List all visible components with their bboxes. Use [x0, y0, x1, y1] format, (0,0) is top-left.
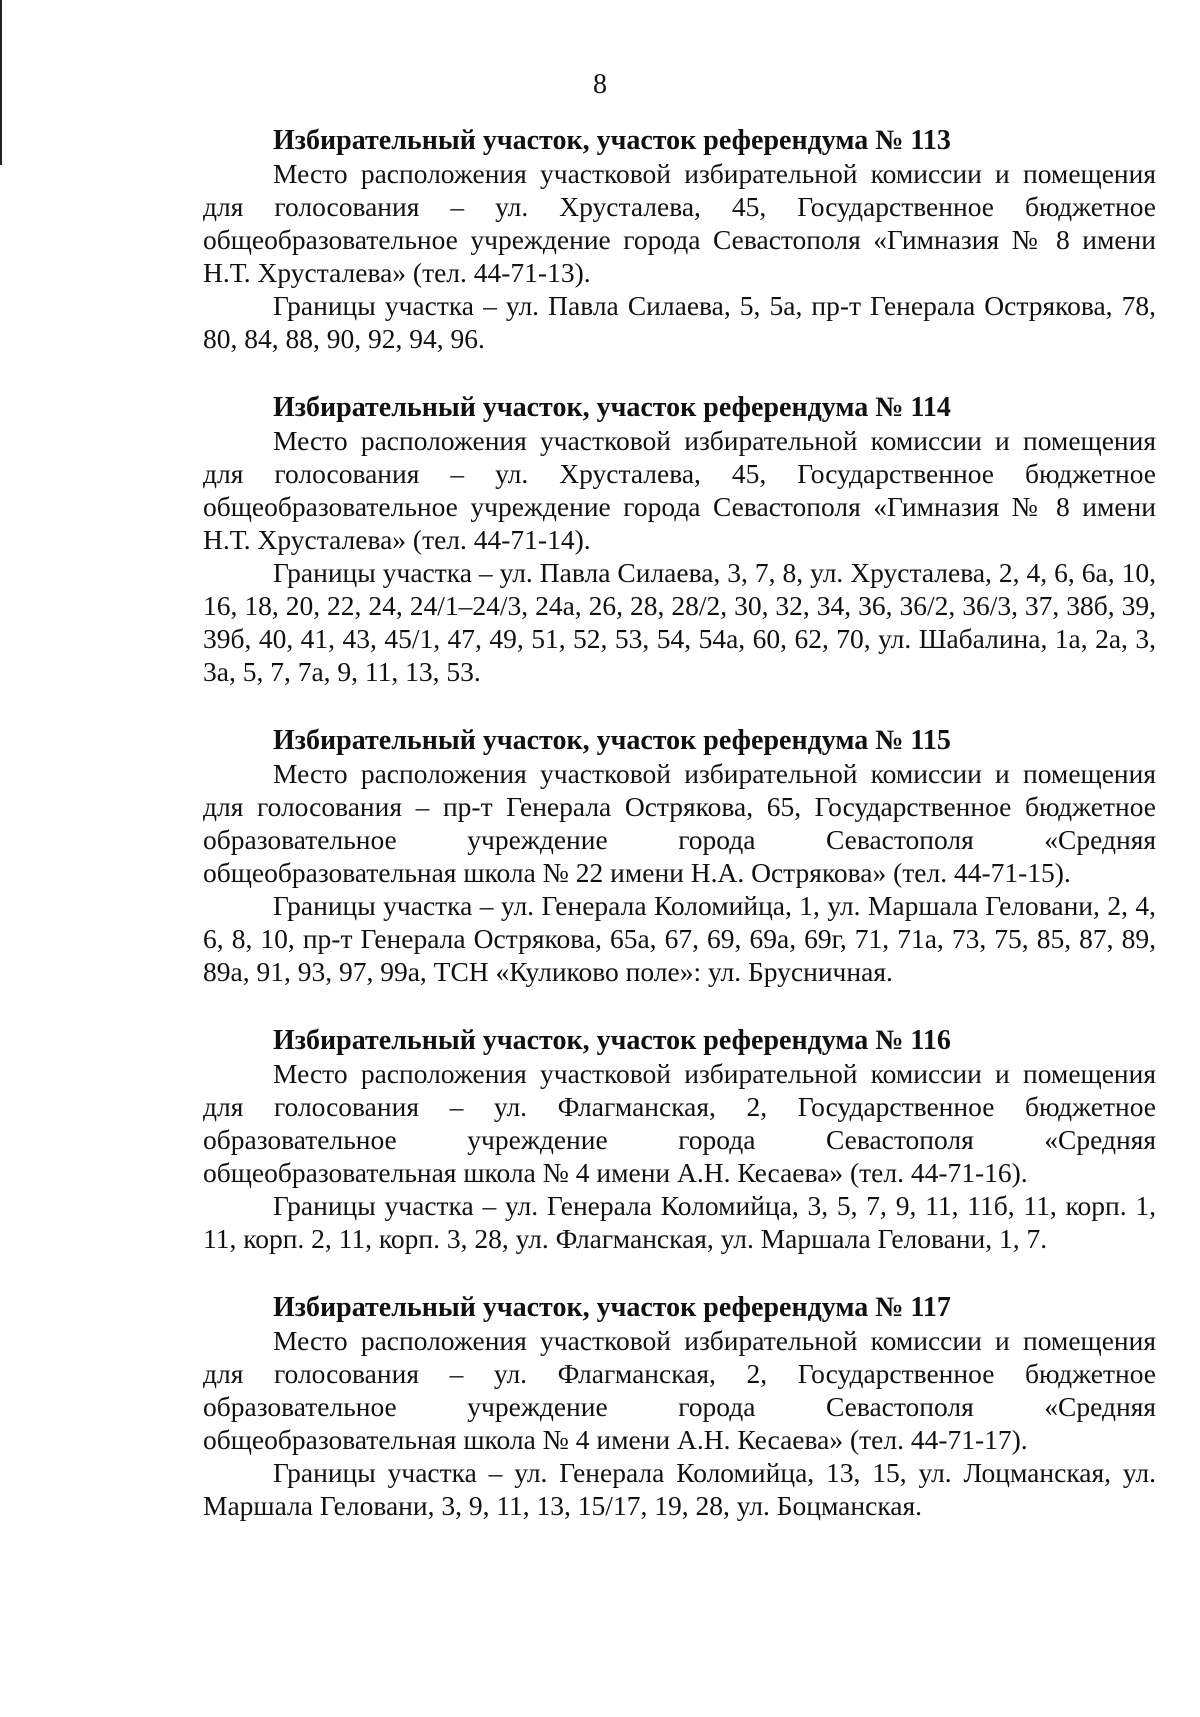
precinct-boundaries: Границы участка – ул. Генерала Коломийца, 1, ул. Маршала Геловани, 2, 4, 6, 8, 10, пр-т Генерала Острякова, 65а, 67, 69, 69а, 69г, 71, 71а, 73, 75, 85, 87, 89, 89а, 91, 93, 97, 99а, ТСН «Куликово поле»: ул. Брусничная.: [203, 890, 1156, 987]
precinct-116: [203, 1024, 1156, 1255]
precinct-114: [203, 391, 1156, 688]
precinct-heading: Избирательный участок, участок референдума № 115: [273, 725, 951, 756]
precinct-115: [203, 724, 1156, 988]
precinct-location: Место расположения участковой избирательной комиссии и помещения для голосования – ул. Флагманская, 2, Государственное бюджетное образовательное учреждение города Севастополя «Средняя общеобразовательная школа № 4 имени А.Н. Кесаева» (тел. 44-71-17).: [203, 1325, 1156, 1455]
precinct-heading: Избирательный участок, участок референдума № 117: [273, 1292, 951, 1323]
precinct-117: [203, 1291, 1156, 1522]
precinct-heading: Избирательный участок, участок референдума № 116: [273, 1025, 951, 1056]
precinct-boundaries: Границы участка – ул. Генерала Коломийца, 13, 15, ул. Лоцманская, ул. Маршала Геловани, 3, 9, 11, 13, 15/17, 19, 28, ул. Боцманская.: [203, 1457, 1156, 1521]
precinct-heading: Избирательный участок, участок референдума № 113: [273, 125, 951, 156]
precinct-heading: Избирательный участок, участок референдума № 114: [273, 392, 951, 423]
page-number: 8: [593, 69, 607, 100]
precinct-113: [203, 124, 1156, 355]
precinct-boundaries: Границы участка – ул. Павла Силаева, 5, 5а, пр-т Генерала Острякова, 78, 80, 84, 88, 90, 92, 94, 96.: [203, 290, 1156, 354]
precinct-boundaries: Границы участка – ул. Павла Силаева, 3, 7, 8, ул. Хрусталева, 2, 4, 6, 6а, 10, 16, 18, 20, 22, 24, 24/1–24/3, 24а, 26, 28, 28/2, 30, 32, 34, 36, 36/2, 36/3, 37, 38б, 39, 39б, 40, 41, 43, 45/1, 47, 49, 51, 52, 53, 54, 54а, 60, 62, 70, ул. Шабалина, 1а, 2а, 3, 3а, 5, 7, 7а, 9, 11, 13, 53.: [203, 557, 1156, 687]
precinct-location: Место расположения участковой избирательной комиссии и помещения для голосования – ул. Хрусталева, 45, Государственное бюджетное общеобразовательное учреждение города Севастополя «Гимназия № 8 имени Н.Т. Хрусталева» (тел. 44-71-13).: [203, 158, 1156, 288]
precinct-location: Место расположения участковой избирательной комиссии и помещения для голосования – пр-т Генерала Острякова, 65, Государственное бюджетное образовательное учреждение города Севастополя «Средняя общеобразовательная школа № 22 имени Н.А. Острякова» (тел. 44-71-15).: [203, 758, 1156, 888]
document-body: [203, 124, 1156, 1558]
precinct-boundaries: Границы участка – ул. Генерала Коломийца, 3, 5, 7, 9, 11, 11б, 11, корп. 1, 11, корп. 2, 11, корп. 3, 28, ул. Флагманская, ул. Маршала Геловани, 1, 7.: [203, 1190, 1156, 1254]
precinct-location: Место расположения участковой избирательной комиссии и помещения для голосования – ул. Хрусталева, 45, Государственное бюджетное общеобразовательное учреждение города Севастополя «Гимназия № 8 имени Н.Т. Хрусталева» (тел. 44-71-14).: [203, 425, 1156, 555]
precinct-location: Место расположения участковой избирательной комиссии и помещения для голосования – ул. Флагманская, 2, Государственное бюджетное образовательное учреждение города Севастополя «Средняя общеобразовательная школа № 4 имени А.Н. Кесаева» (тел. 44-71-16).: [203, 1058, 1156, 1188]
